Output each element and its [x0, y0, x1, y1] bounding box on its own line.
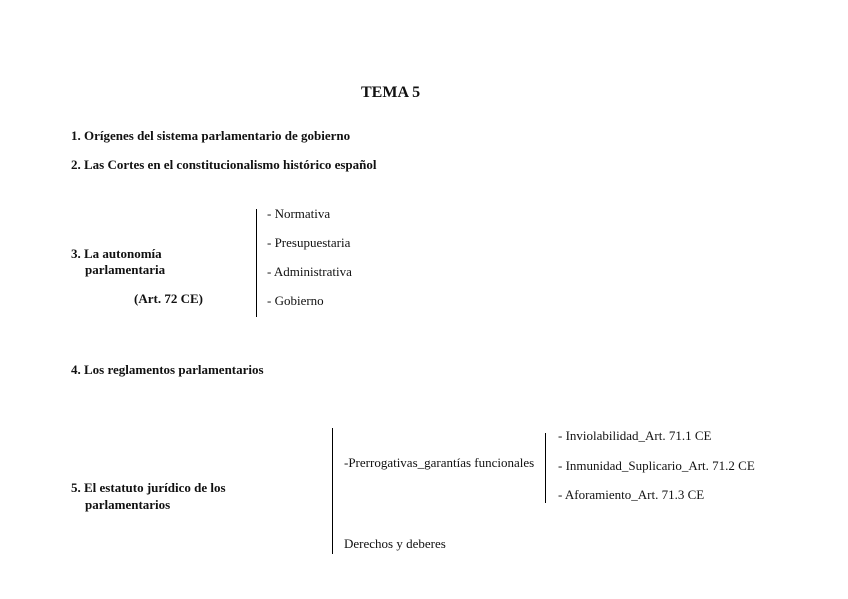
item-3-heading-line1: 3. La autonomía	[71, 246, 162, 261]
item-5-heading-line2: parlamentarios	[85, 497, 171, 512]
item-5-sub-inviolabilidad: - Inviolabilidad_Art. 71.1 CE	[558, 428, 712, 443]
item-5-sub-bracket-line	[545, 433, 546, 503]
item-3-sub-normativa: - Normativa	[267, 206, 331, 221]
item-1-heading: 1. Orígenes del sistema parlamentario de gobierno	[71, 128, 351, 143]
item-3-sub-gobierno: - Gobierno	[267, 293, 324, 308]
item-5-branch-prerrogativas: -Prerrogativas_garantías funcionales	[344, 455, 535, 470]
page-title: TEMA 5	[361, 84, 421, 101]
item-5-sub-inmunidad: - Inmunidad_Suplicario_Art. 71.2 CE	[558, 458, 755, 473]
item-3-heading-line2: parlamentaria	[85, 262, 166, 277]
item-5-bracket-line	[332, 428, 333, 554]
item-2-heading: 2. Las Cortes en el constitucionalismo histórico español	[71, 157, 377, 172]
item-4-heading: 4. Los reglamentos parlamentarios	[71, 362, 264, 377]
item-5-branch-derechos: Derechos y deberes	[344, 536, 446, 551]
item-3-article-ref: (Art. 72 CE)	[134, 291, 203, 306]
item-3-sub-administrativa: - Administrativa	[267, 264, 352, 279]
item-3-sub-presupuestaria: - Presupuestaria	[267, 235, 351, 250]
item-5-heading-line1: 5. El estatuto jurídico de los	[71, 480, 226, 495]
item-5-sub-aforamiento: - Aforamiento_Art. 71.3 CE	[558, 487, 705, 502]
item-3-bracket-line	[256, 209, 257, 317]
